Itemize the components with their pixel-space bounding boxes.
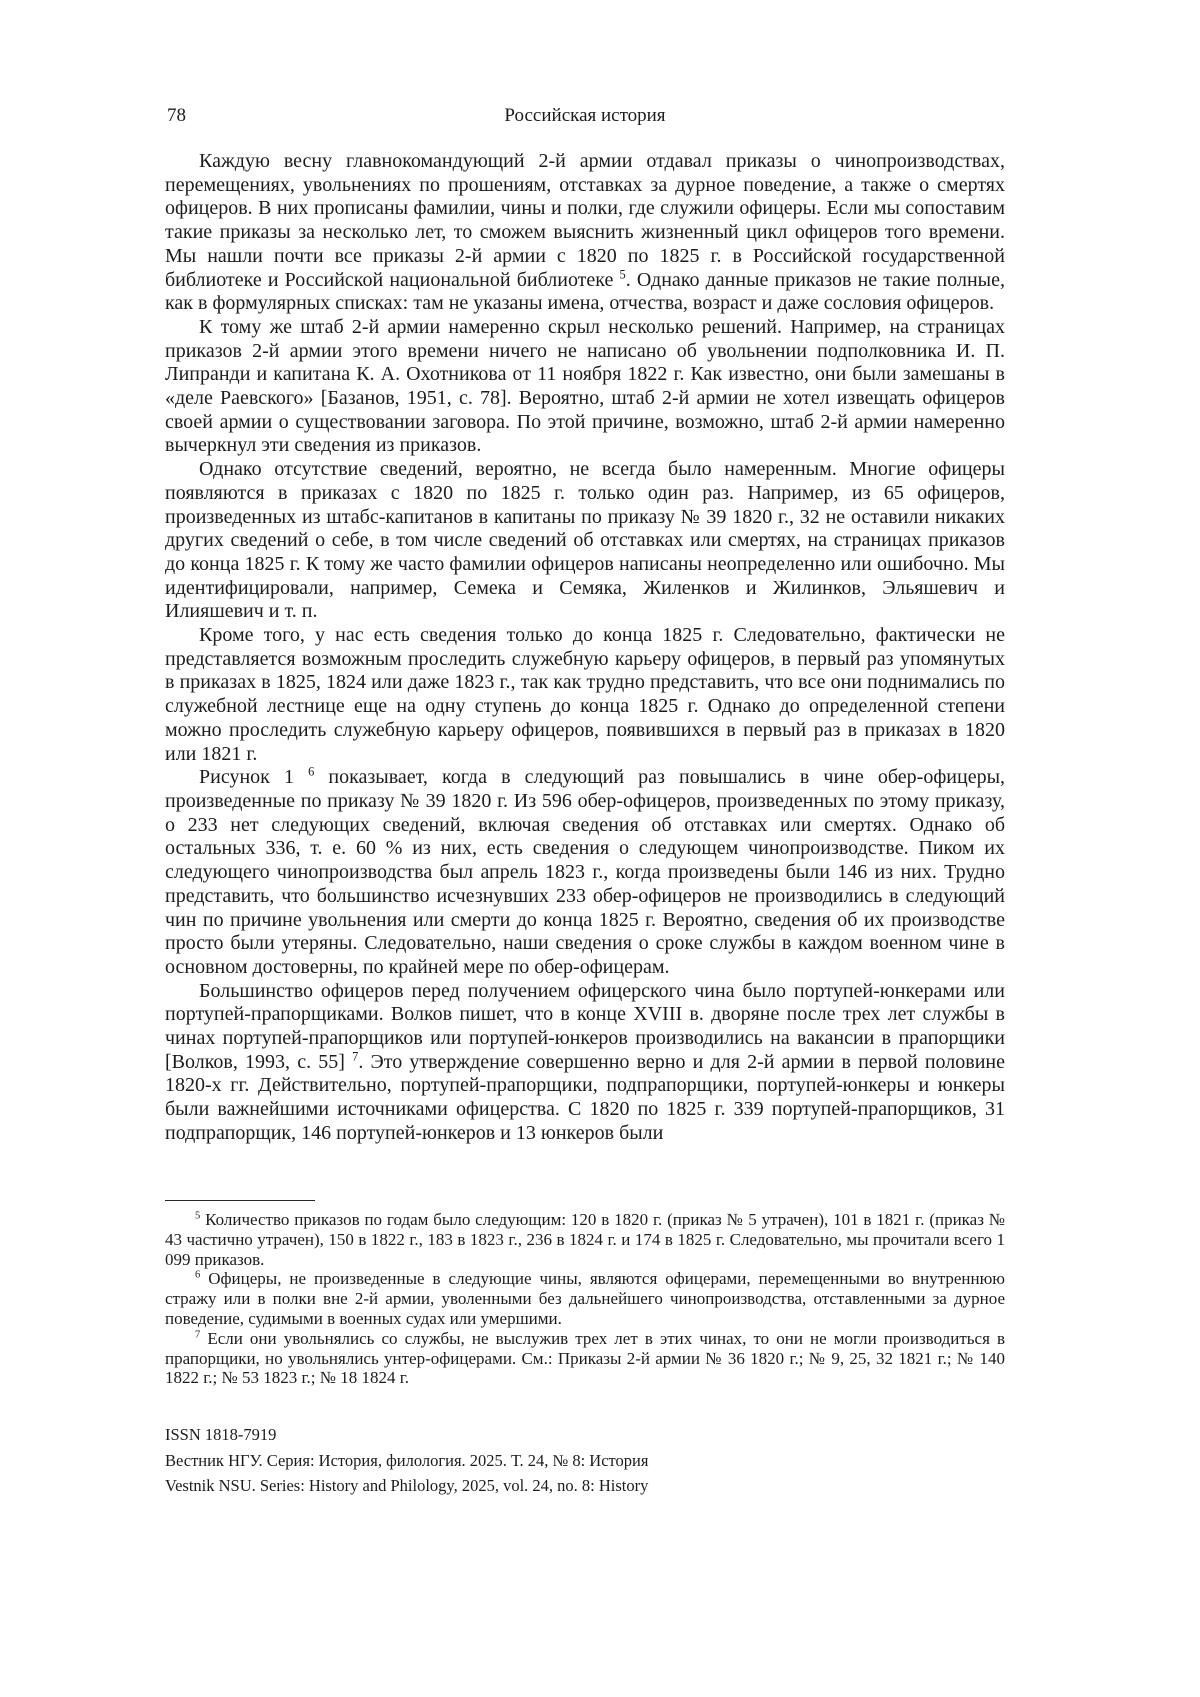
paragraph-3	[165, 458, 1005, 624]
paragraph-text: Большинство офицеров перед получением офицерского чина было портупей-юнкерами или портупей-прапорщиками. Волков пишет, что в конце XVIII в. дворяне после трех лет службы в чинах портупей-прапорщиков или портупей-юнкеров производились на вакансии в прапорщики [Волков, 1993, с. 55]	[165, 979, 1005, 1073]
footnote-5	[165, 1210, 1005, 1269]
running-head	[165, 105, 1005, 127]
running-title: Российская история	[504, 105, 666, 126]
page-number: 78	[167, 105, 186, 126]
paragraph-text: Рисунок 1	[199, 766, 309, 789]
issn-line: ISSN 1818-7919	[165, 1425, 277, 1444]
journal-info-en: Vestnik NSU. Series: History and Philology, 2025, vol. 24, no. 8: History	[165, 1476, 649, 1495]
paragraph-text: К тому же штаб 2-й армии намеренно скрыл несколько решений. Например, на страницах приказов 2-й армии этого времени ничего не написано об увольнении подполковника И. П. Липранди и капитана К. А. Охотникова от 11 ноября 1822 г. Как известно, они были замешаны в «деле Раевского» [Базанов, 1951, с. 78]. Вероятно, штаб 2-й армии не хотел извещать офицеров своей армии о существовании заговора. По этой причине, возможно, штаб 2-й армии намеренно вычеркнул эти сведения из приказов.	[165, 315, 1005, 457]
footnote-7-text: Если они увольнялись со службы, не выслужив трех лет в этих чинах, то они не могли производиться в прапорщики, но увольнялись унтер-офицерами. См.: Приказы 2-й армии № 36 1820 г.; № 9, 25, 32 1821 г.; № 140 1822 г.; № 53 1823 г.; № 18 1824 г.	[165, 1328, 1005, 1388]
footnote-ref-5: 5	[619, 266, 626, 281]
paragraph-text: показывает, когда в следующий раз повышались в чине обер-офицеры, произведенные по приказу № 39 1820 г. Из 596 обер-офицеров, произведенных по этому приказу, о 233 нет следующих сведений, включая сведения об отставках или смертях. Однако об остальных 336, т. е. 60 % из них, есть сведения о следующем чинопроизводстве. Пиком их следующего чинопроизводства был апрель 1823 г., когда произведены были 146 из них. Трудно представить, что большинство исчезнувших 233 обер-офицеров не производились в следующий чин по причине увольнения или смерти до конца 1825 г. Вероятно, сведения об их производстве просто были утеряны. Следовательно, наши сведения о сроке службы в каждом военном чине в основном достоверны, по крайней мере по обер-офицерам.	[165, 766, 1006, 978]
paragraph-text: . Однако данные приказов не такие полные, как в формулярных списках: там не указаны имена, отчества, возраст и даже сословия офицеров.	[165, 268, 1005, 315]
journal-info-ru: Вестник НГУ. Серия: История, филология. 2025. Т. 24, № 8: История	[165, 1450, 649, 1470]
footnotes-section	[165, 1200, 1005, 1388]
footnote-5-marker: 5	[195, 1210, 201, 1222]
paragraph-2	[165, 316, 1005, 458]
footnote-7-marker: 7	[195, 1329, 201, 1341]
footnote-ref-6: 6	[308, 764, 315, 779]
article-body	[165, 150, 1005, 1146]
paragraph-text: Каждую весну главнокомандующий 2-й армии отдавал приказы о чинопроизводствах, перемещениях, увольнениях по прошениям, отставках за дурное поведение, а также о смертях офицеров. В них прописаны фамилии, чины и полки, где служили офицеры. Если мы сопоставим такие приказы за несколько лет, то сможем выяснить жизненный цикл офицеров того времени. Мы нашли почти все приказы 2-й армии с 1820 по 1825 г. в Российской государственной библиотеке и Российской национальной библиотеке	[165, 150, 1005, 291]
footnote-ref-7: 7	[352, 1049, 359, 1064]
footnote-6	[165, 1269, 1005, 1328]
footnote-6-text: Офицеры, не произведенные в следующие чины, являются офицерами, перемещенными во внутреннюю стражу или в полки вне 2-й армии, уволенными без дальнейшего чинопроизводства, отставленными за дурное поведение, судимыми в военных судах или умершими.	[165, 1269, 1006, 1328]
paragraph-6	[165, 980, 1005, 1146]
footnote-5-text: Количество приказов по годам было следующим: 120 в 1820 г. (приказ № 5 утрачен), 101 в 1821 г. (приказ № 43 частично утрачен), 150 в 1822 г., 183 в 1823 г., 236 в 1824 г. и 174 в 1825 г. Следовательно, мы прочитали всего 1 099 приказов.	[165, 1210, 1006, 1269]
footnote-6-marker: 6	[195, 1269, 201, 1281]
paragraph-1	[165, 150, 1005, 316]
paragraph-5	[165, 766, 1005, 979]
paragraph-text: Однако отсутствие сведений, вероятно, не всегда было намеренным. Многие офицеры появляются в приказах с 1820 по 1825 г. только один раз. Например, из 65 офицеров, произведенных из штабс-капитанов в капитаны по приказу № 39 1820 г., 32 не оставили никаких других сведений о себе, в том числе сведений об отставках или смертях, на страницах приказов до конца 1825 г. К тому же часто фамилии офицеров написаны неопределенно или ошибочно. Мы идентифицировали, например, Семека и Семяка, Жиленков и Жилинков, Эльяшевич и Илияшевич и т. п.	[165, 458, 1005, 623]
paragraph-4	[165, 624, 1005, 766]
footnote-7	[165, 1329, 1005, 1388]
page-footer	[165, 1422, 1005, 1499]
footnote-separator-rule	[165, 1200, 315, 1201]
paragraph-text: . Это утверждение совершенно верно и для 2-й армии в первой половине 1820-х гг. Действительно, портупей-прапорщики, подпрапорщики, портупей-юнкеры и юнкеры были важнейшими источниками офицерства. С 1820 по 1825 г. 339 портупей-прапорщиков, 31 подпрапорщик, 146 портупей-юнкеров и 13 юнкеров были	[165, 1050, 1005, 1144]
paragraph-text: Кроме того, у нас есть сведения только до конца 1825 г. Следовательно, фактически не представляется возможным проследить служебную карьеру офицеров, в первый раз упомянутых в приказах в 1825, 1824 или даже 1823 г., так как трудно представить, что все они поднимались по служебной лестнице еще на одну ступень до конца 1825 г. Однако до определенной степени можно проследить служебную карьеру офицеров, появившихся в первый раз в приказах в 1820 или 1821 г.	[165, 624, 1005, 765]
